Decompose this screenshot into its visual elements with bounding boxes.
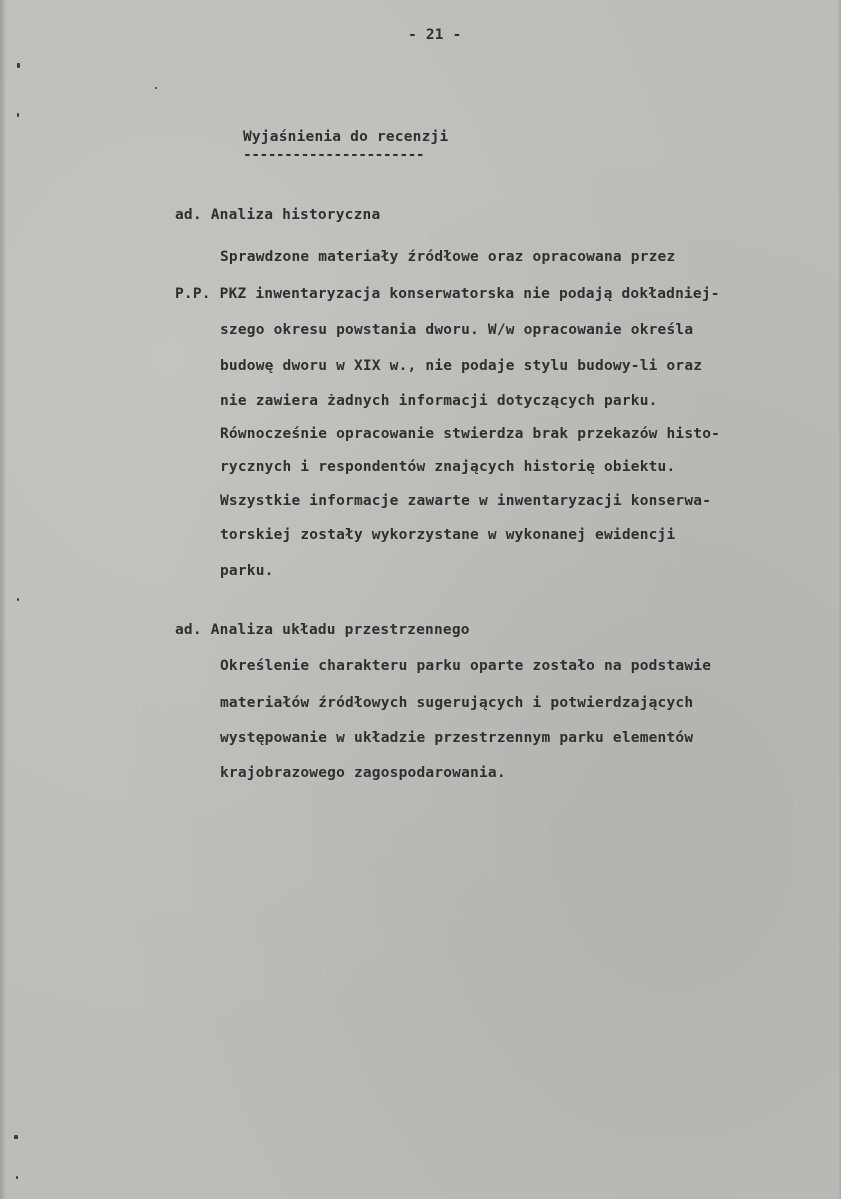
section-title-historical: ad. Analiza historyczna [175,207,381,223]
paragraph-line: parku. [220,563,274,579]
paragraph-line: występowanie w układzie przestrzennym parku elementów [220,730,694,746]
paragraph-line: materiałów źródłowych sugerujących i potwierdzających [220,695,694,711]
paper-speck [17,63,20,68]
page-left-edge [0,0,6,1199]
paper-speck [16,1176,18,1179]
paper-speck [155,87,157,89]
paragraph-line: szego okresu powstania dworu. W/w opracowanie określa [220,322,694,338]
paper-speck [14,1135,18,1139]
page-title: Wyjaśnienia do recenzji [243,129,449,145]
paragraph-line: nie zawiera żadnych informacji dotyczących parku. [220,393,658,409]
paragraph-line: rycznych i respondentów znających historię obiektu. [220,459,676,475]
paragraph-line: Określenie charakteru parku oparte zostało na podstawie [220,658,712,674]
page-right-edge [837,0,841,1199]
paragraph-line: budowę dworu w XIX w., nie podaje stylu budowy-li oraz [220,358,703,374]
paragraph-line: Wszystkie informacje zawarte w inwentaryzacji konserwa- [220,493,712,509]
paragraph-line: krajobrazowego zagospodarowania. [220,765,506,781]
title-underline: ---------------------- [243,147,425,163]
paragraph-line: Równocześnie opracowanie stwierdza brak przekazów histo- [220,426,721,442]
paragraph-line: Sprawdzone materiały źródłowe oraz opracowana przez [220,249,676,265]
paragraph-line: P.P. PKZ inwentaryzacja konserwatorska nie podają dokładniej- [175,286,720,302]
paragraph-line: torskiej zostały wykorzystane w wykonanej ewidencji [220,527,676,543]
page-number: - 21 - [408,27,462,43]
paper-speck [17,113,19,117]
paper-speck [17,598,19,601]
section-title-spatial: ad. Analiza układu przestrzennego [175,622,470,638]
